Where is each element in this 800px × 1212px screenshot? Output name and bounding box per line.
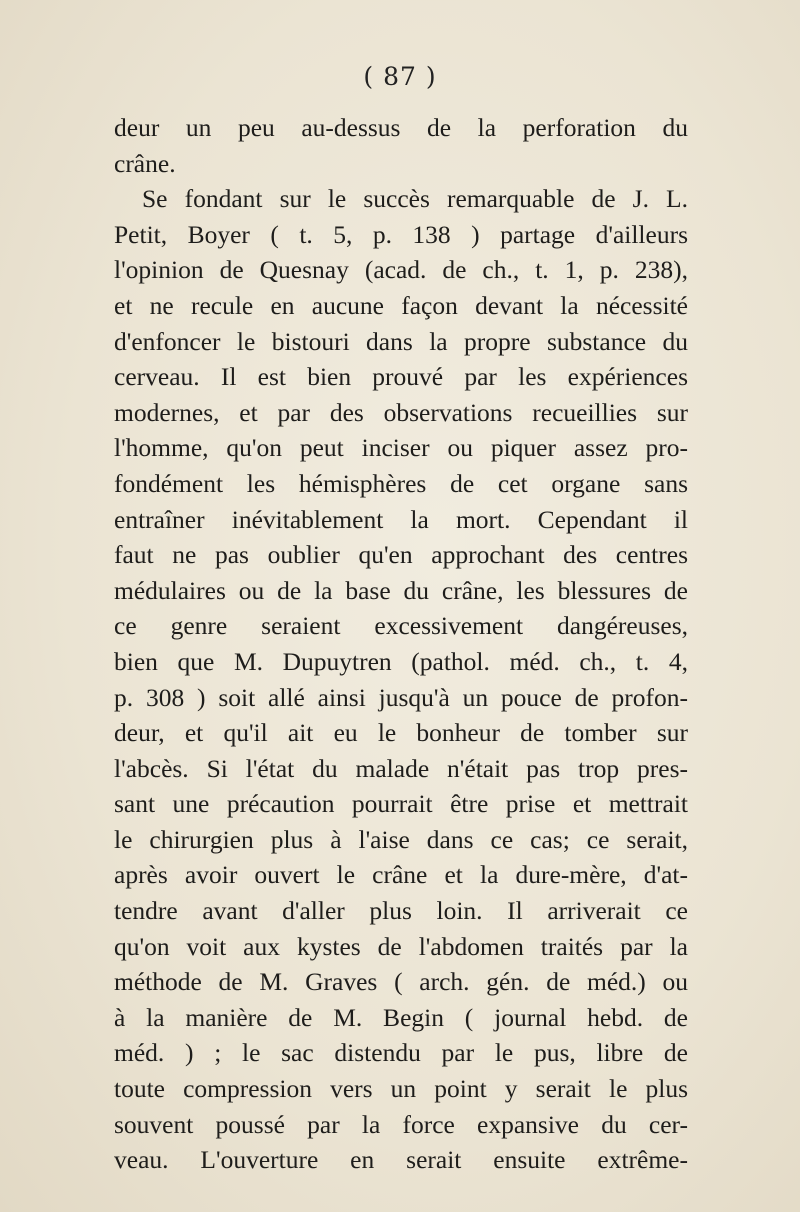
body-text xyxy=(114,110,688,1178)
text-line: l'abcès. Si l'état du malade n'était pas trop pres- xyxy=(114,753,688,783)
text-line: l'homme, qu'on peut inciser ou piquer assez pro- xyxy=(114,433,688,463)
text-line: souvent poussé par la force expansive du cer- xyxy=(114,1109,688,1139)
text-line: p. 308 ) soit allé ainsi jusqu'à un pouce de profon- xyxy=(114,682,688,712)
text-line: fondément les hémisphères de cet organe sans xyxy=(114,468,688,498)
text-line: faut ne pas oublier qu'en approchant des centres xyxy=(114,540,688,570)
text-line: médulaires ou de la base du crâne, les blessures de xyxy=(114,575,688,605)
text-line: Petit, Boyer ( t. 5, p. 138 ) partage d'ailleurs xyxy=(114,219,688,249)
text-line: ce genre seraient excessivement dangéreuses, xyxy=(114,611,688,641)
page-number: ( 87 ) xyxy=(363,62,437,91)
text-line: deur, et qu'il ait eu le bonheur de tomber sur xyxy=(114,718,688,748)
text-line: le chirurgien plus à l'aise dans ce cas; ce serait, xyxy=(114,824,688,854)
text-line: qu'on voit aux kystes de l'abdomen traités par la xyxy=(114,931,688,961)
text-line: bien que M. Dupuytren (pathol. méd. ch., t. 4, xyxy=(114,646,688,676)
text-line: tendre avant d'aller plus loin. Il arriverait ce xyxy=(114,896,688,926)
text-line: toute compression vers un point y serait le plus xyxy=(114,1074,688,1104)
text-line: modernes, et par des observations recueillies sur xyxy=(114,397,688,427)
text-line: veau. L'ouverture en serait ensuite extrême- xyxy=(114,1145,688,1175)
text-line: méd. ) ; le sac distendu par le pus, libre de xyxy=(114,1038,688,1068)
text-line: crâne. xyxy=(114,148,176,178)
text-line: l'opinion de Quesnay (acad. de ch., t. 1, p. 238), xyxy=(114,255,688,285)
text-line: et ne recule en aucune façon devant la nécessité xyxy=(114,290,688,320)
text-line: cerveau. Il est bien prouvé par les expériences xyxy=(114,362,688,392)
text-line: après avoir ouvert le crâne et la dure-mère, d'at- xyxy=(114,860,688,890)
text-line: à la manière de M. Begin ( journal hebd. de xyxy=(114,1002,688,1032)
text-line: méthode de M. Graves ( arch. gén. de méd.) ou xyxy=(114,967,688,997)
text-line: Se fondant sur le succès remarquable de J. L. xyxy=(142,184,688,214)
text-line: d'enfoncer le bistouri dans la propre substance du xyxy=(114,326,688,356)
text-line: entraîner inévitablement la mort. Cependant il xyxy=(114,504,688,534)
text-line: deur un peu au-dessus de la perforation du xyxy=(114,113,688,142)
text-line: sant une précaution pourrait être prise et mettrait xyxy=(114,789,688,819)
